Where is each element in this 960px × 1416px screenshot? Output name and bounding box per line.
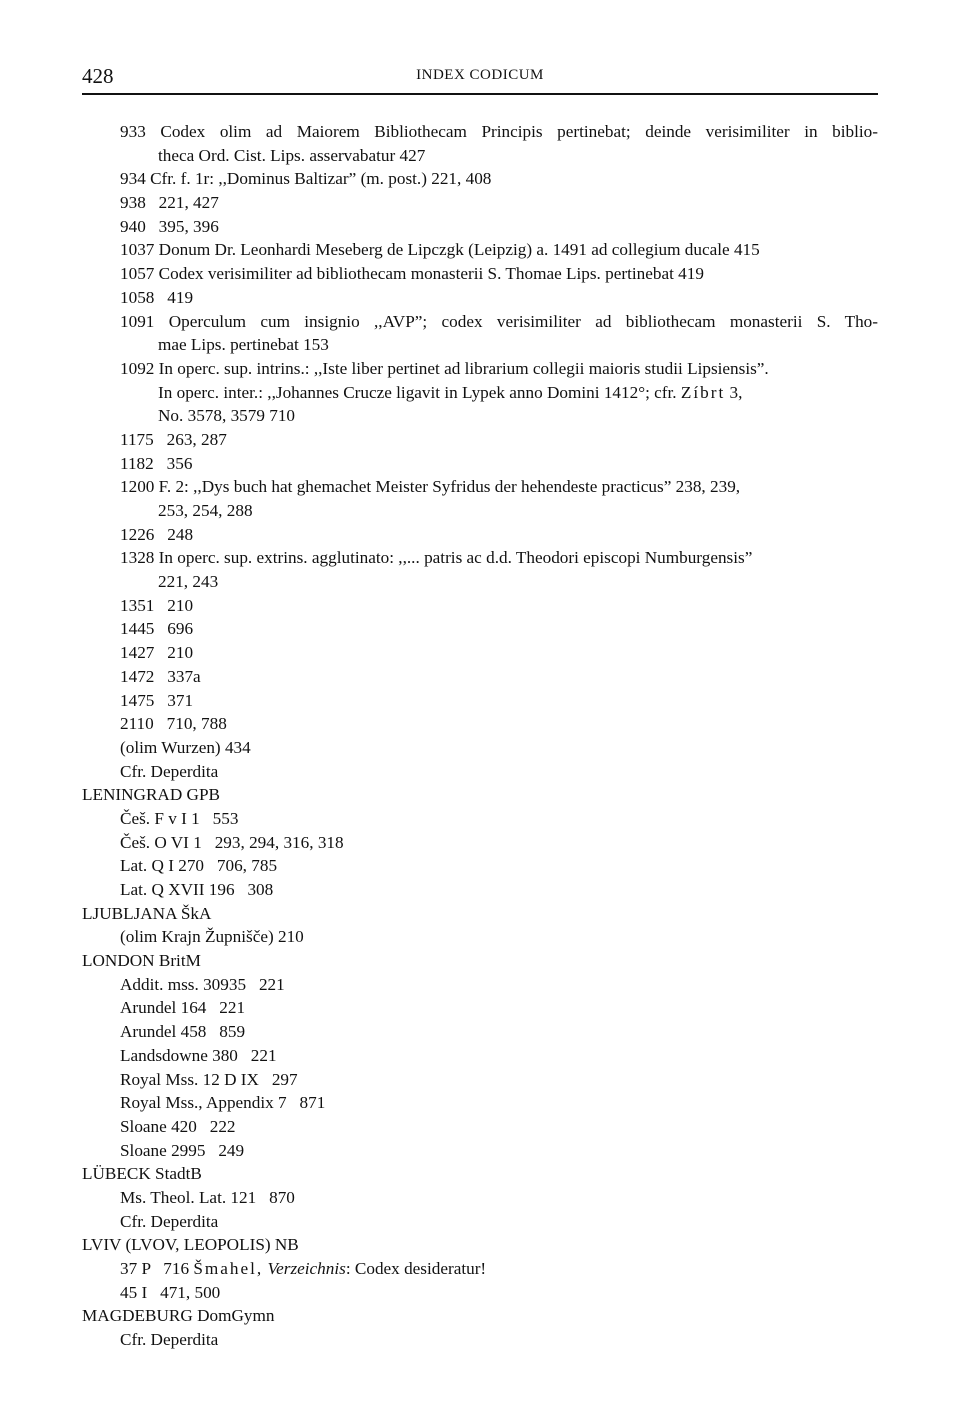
- index-line: In operc. inter.: ,,Johannes Crucze ligavit in Lypek anno Domini 1412°; cfr. Zíbrt 3,: [158, 382, 743, 402]
- index-line: 1427 210: [120, 643, 194, 663]
- index-line: 1328 In operc. sup. extrins. agglutinato: ,,... patris ac d.d. Theodori episcopi Numburgensis”: [120, 548, 753, 568]
- index-line: Sloane 420 222: [120, 1116, 236, 1136]
- index-line: Sloane 2995 249: [120, 1140, 245, 1160]
- index-line: 37 P 716 Šmahel, Verzeichnis: Codex desideratur!: [120, 1259, 487, 1278]
- index-line: Arundel 164 221: [120, 998, 246, 1018]
- index-line: 253, 254, 288: [158, 501, 253, 520]
- index-line: Češ. F v I 1 553: [120, 808, 239, 828]
- library-heading: MAGDEBURG DomGymn: [82, 1306, 275, 1326]
- index-line: 1200 F. 2: ,,Dys buch hat ghemachet Meister Syfridus der hehendeste practicus” 238, 239,: [120, 477, 741, 497]
- index-line: (olim Krajn Župnišče) 210: [120, 927, 304, 947]
- index-line: Addit. mss. 30935 221: [120, 974, 285, 994]
- page-number: 428: [82, 64, 114, 88]
- index-body: [0, 120, 960, 1352]
- index-line: Arundel 458 859: [120, 1022, 246, 1042]
- index-line: 1472 337a: [120, 666, 201, 686]
- index-line: Lat. Q XVII 196 308: [120, 880, 274, 899]
- library-heading: LENINGRAD GPB: [82, 785, 220, 805]
- library-heading: LÜBECK StadtB: [82, 1164, 202, 1184]
- index-line: 2110 710, 788: [120, 714, 227, 734]
- index-line: Češ. O VI 1 293, 294, 316, 318: [120, 832, 344, 852]
- index-line: (olim Wurzen) 434: [120, 737, 251, 757]
- index-line: 940 395, 396: [120, 216, 219, 236]
- index-line: Cfr. Deperdita: [120, 1330, 219, 1350]
- index-line: Landsdowne 380 221: [120, 1045, 277, 1065]
- index-line: 1058 419: [120, 287, 194, 307]
- index-line: 1445 696: [120, 619, 194, 639]
- index-line: theca Ord. Cist. Lips. asservabatur 427: [158, 145, 426, 165]
- index-line: 1182 356: [120, 453, 193, 473]
- index-line: 45 I 471, 500: [120, 1282, 221, 1302]
- index-line: 1351 210: [120, 595, 194, 615]
- index-line: 1226 248: [120, 524, 194, 544]
- running-title: INDEX CODICUM: [416, 67, 544, 83]
- header-rule: [82, 93, 878, 95]
- index-line: Cfr. Deperdita: [120, 761, 219, 781]
- index-line: Royal Mss. 12 D IX 297: [120, 1069, 298, 1089]
- page-header: [82, 62, 878, 90]
- index-line: 938 221, 427: [120, 193, 219, 213]
- index-line: 933 Codex olim ad Maiorem Bibliothecam Principis pertinebat; deinde verisimiliter in biblio-: [120, 122, 878, 141]
- index-line: mae Lips. pertinebat 153: [158, 335, 329, 355]
- index-line: 221, 243: [158, 572, 219, 592]
- index-line: Lat. Q I 270 706, 785: [120, 856, 278, 876]
- index-line: No. 3578, 3579 710: [158, 406, 296, 426]
- index-line: Cfr. Deperdita: [120, 1211, 219, 1231]
- library-heading: LONDON BritM: [82, 951, 201, 971]
- library-heading: LJUBLJANA ŠkA: [82, 903, 212, 923]
- index-line: 1092 In operc. sup. intrins.: ,,Iste liber pertinet ad librarium collegii maioris studii Lipsiensis”.: [120, 358, 769, 378]
- index-line: Royal Mss., Appendix 7 871: [120, 1093, 326, 1113]
- index-line: 1037 Donum Dr. Leonhardi Meseberg de Lipczgk (Leipzig) a. 1491 ad collegium ducale 415: [120, 240, 760, 260]
- index-line: 1057 Codex verisimiliter ad bibliothecam monasterii S. Thomae Lips. pertinebat 419: [120, 264, 704, 284]
- index-line: 1175 263, 287: [120, 429, 227, 449]
- index-line: 934 Cfr. f. 1r: ,,Dominus Baltizar” (m. post.) 221, 408: [120, 169, 492, 189]
- index-line: 1475 371: [120, 690, 194, 710]
- index-line: 1091 Operculum cum insignio ,,AVP”; codex verisimiliter ad bibliothecam monasterii S. Tho-: [120, 311, 878, 331]
- index-line: Ms. Theol. Lat. 121 870: [120, 1187, 295, 1207]
- library-heading: LVIV (LVOV, LEOPOLIS) NB: [82, 1235, 299, 1255]
